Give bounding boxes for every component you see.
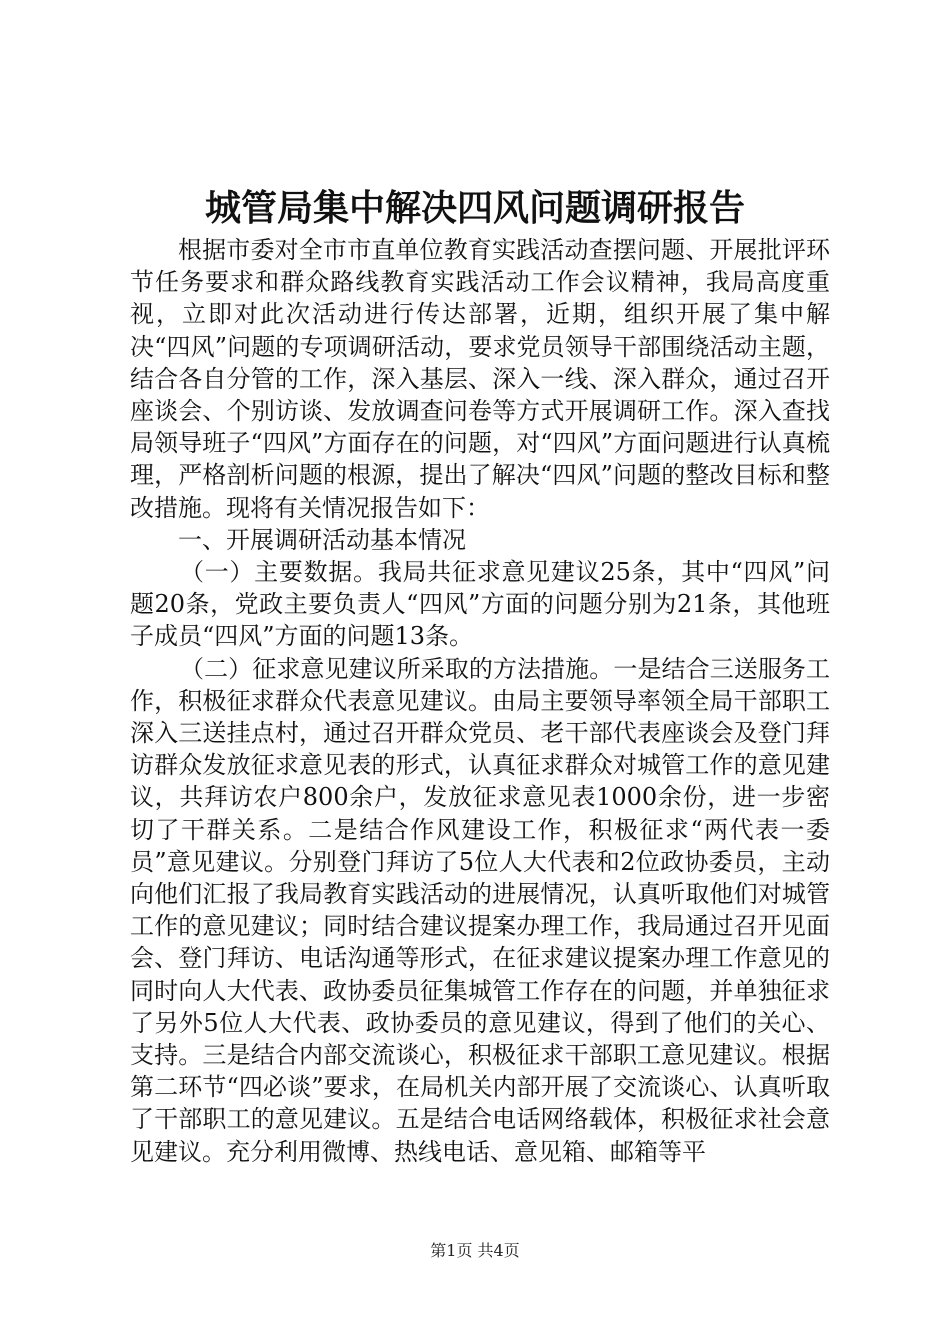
section-heading-1: 一、开展调研活动基本情况	[178, 525, 466, 554]
document-body	[130, 234, 830, 1168]
document-title: 城管局集中解决四风问题调研报告	[204, 187, 745, 229]
page-number-footer: 第1页 共4页	[430, 1241, 520, 1260]
paragraph-methods: （二）征求意见建议所采取的方法措施。一是结合三送服务工作，积极征求群众代表意见建议。由局主要领导率领全局干部职工深入三送挂点村，通过召开群众党员、老干部代表座谈会及登门拜访群众发放征求意见表的形式，认真征求群众对城管工作的意见建议，共拜访农户800余户，发放征求意见表1000余份，进一步密切了干群关系。二是结合作风建设工作，积极征求“两代表一委员”意见建议。分别登门拜访了5位人大代表和2位政协委员，主动向他们汇报了我局教育实践活动的进展情况，认真听取他们对城管工作的意见建议；同时结合建议提案办理工作，我局通过召开见面会、登门拜访、电话沟通等形式，在征求建议提案办理工作意见的同时向人大代表、政协委员征集城管工作存在的问题，并单独征求了另外5位人大代表、政协委员的意见建议，得到了他们的关心、支持。三是结合内部交流谈心，积极征求干部职工意见建议。根据第二环节“四必谈”要求，在局机关内部开展了交流谈心、认真听取了干部职工的意见建议。五是结合电话网络载体，积极征求社会意见建议。充分利用微博、热线电话、意见箱、邮箱等平	[130, 654, 830, 1166]
paragraph-main-data: （一）主要数据。我局共征求意见建议25条，其中“四风”问题20条，党政主要负责人“四风”方面的问题分别为21条，其他班子成员“四风”方面的问题13条。	[130, 558, 830, 651]
paragraph-intro: 根据市委对全市市直单位教育实践活动查摆问题、开展批评环节任务要求和群众路线教育实践活动工作会议精神，我局高度重视，立即对此次活动进行传达部署，近期，组织开展了集中解决“四风”问题的专项调研活动，要求党员领导干部围绕活动主题，结合各自分管的工作，深入基层、深入一线、深入群众，通过召开座谈会、个别访谈、发放调查问卷等方式开展调研工作。深入查找局领导班子“四风”方面存在的问题，对“四风”方面问题进行认真梳理，严格剖析问题的根源，提出了解决“四风”问题的整改目标和整改措施。现将有关情况报告如下：	[130, 236, 830, 522]
